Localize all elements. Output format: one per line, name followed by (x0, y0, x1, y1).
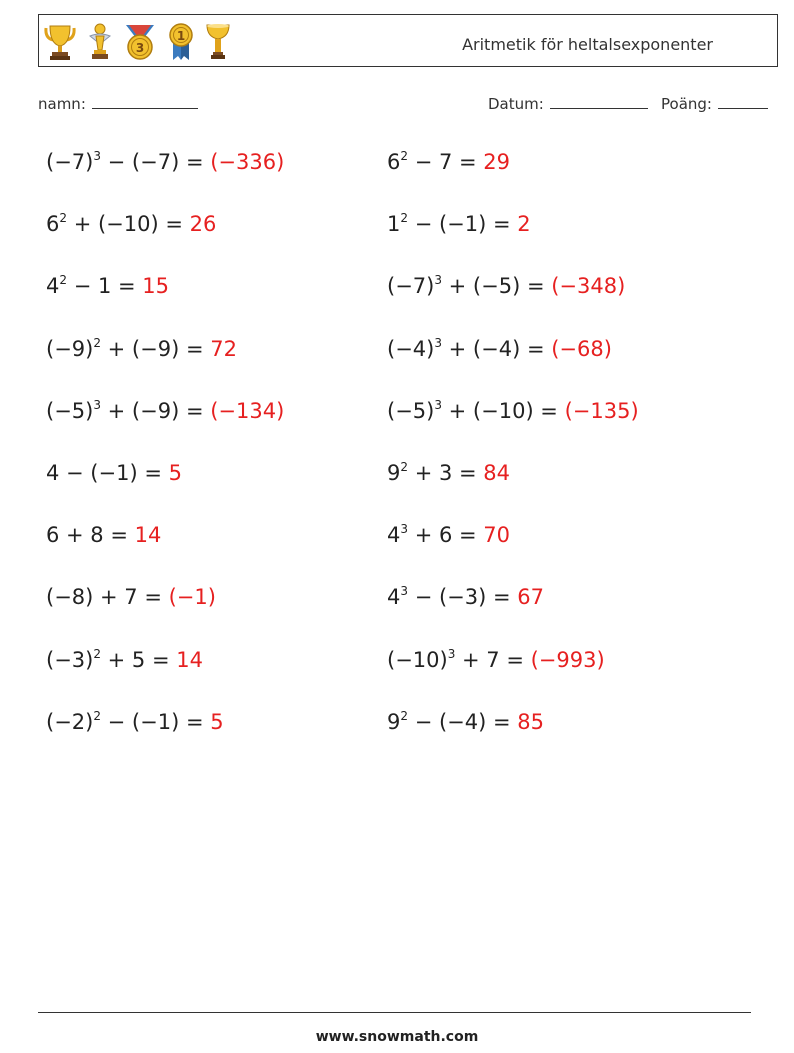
problem-item: $4^3 - (-3) = 67$ (387, 584, 544, 610)
footer-url[interactable]: www.snowmath.com (315, 1029, 479, 1045)
footer-divider (38, 1012, 751, 1013)
problem-item: 4 − (−1) = 5 (46, 460, 182, 485)
answer: (−68) (551, 336, 612, 361)
answer: 2 (517, 212, 531, 237)
answer: 29 (483, 150, 511, 174)
problem-item: $9^2 + 3 = 84$ (387, 459, 511, 485)
answer: (−134) (210, 398, 285, 423)
problems-left-column (46, 140, 284, 762)
answer: 26 (189, 212, 217, 237)
trophy-cup-icon (43, 22, 77, 62)
answer: 5 (210, 709, 224, 734)
svg-text:1: 1 (176, 29, 186, 43)
score-field (661, 93, 768, 113)
answer: (−348) (551, 274, 626, 299)
answer: 14 (176, 647, 203, 672)
answer: 85 (517, 709, 544, 734)
name-blank[interactable] (92, 93, 198, 109)
problems-right-column (387, 140, 639, 762)
medal-1-ribbon-icon (167, 22, 195, 62)
problem-item: $6^2 + (-10) = 26$ (46, 211, 217, 237)
problem-item: $(-3)^2 + 5 = 14$ (46, 646, 203, 672)
answer: 72 (210, 336, 237, 361)
problem-item: $(-5)^3 + (-10) = (-135)$ (387, 397, 639, 423)
date-label: Datum: (488, 95, 544, 113)
problem-item: $9^2 - (-4) = 85$ (387, 708, 544, 734)
svg-text:3: 3 (135, 41, 145, 55)
answer: (−1) (168, 585, 216, 610)
answer: 70 (483, 523, 511, 548)
date-blank[interactable] (550, 93, 648, 109)
answer: (−336) (210, 150, 285, 174)
problem-item: $(-9)^2 + (-9) = 72$ (46, 335, 237, 361)
problem-item: $1^2 - (-1) = 2$ (387, 211, 531, 237)
problem-item: $(-4)^3 + (-4) = (-68)$ (387, 335, 612, 361)
answer: (−135) (564, 398, 639, 423)
problem-item: $(-5)^3 + (-9) = (-134)$ (46, 397, 285, 423)
answer: (−993) (530, 647, 605, 672)
score-blank[interactable] (718, 93, 768, 109)
award-icons (43, 20, 231, 64)
name-field (38, 93, 198, 113)
answer: 15 (142, 274, 170, 299)
problem-item: $(-10)^3 + 7 = (-993)$ (387, 646, 605, 672)
problem-item: $4^2 - 1 = 15$ (46, 273, 170, 299)
problem-item: $(-2)^2 - (-1) = 5$ (46, 708, 224, 734)
problem-item: $(-7)^3 - (-7) = (-336)$ (46, 149, 285, 174)
problem-item: $4^3 + 6 = 70$ (387, 522, 511, 548)
answer: 67 (517, 585, 544, 610)
answer: 5 (168, 460, 182, 485)
problem-item: $(-7)^3 + (-5) = (-348)$ (387, 273, 626, 299)
date-field (488, 93, 648, 113)
answer: 14 (134, 523, 162, 548)
answer: 84 (483, 460, 511, 485)
worksheet-header (38, 14, 778, 67)
trophy-goblet-icon (205, 22, 231, 62)
problem-item: 6 + 8 = 14 (46, 523, 162, 548)
problem-item: (−8) + 7 = (−1) (46, 585, 216, 610)
name-label: namn: (38, 95, 86, 113)
problem-item: $6^2 - 7 = 29$ (387, 149, 511, 174)
worksheet-title: Aritmetik för heltalsexponenter (462, 35, 713, 54)
trophy-figure-icon (87, 22, 113, 62)
score-label: Poäng: (661, 95, 712, 113)
medal-3-icon (123, 22, 157, 62)
